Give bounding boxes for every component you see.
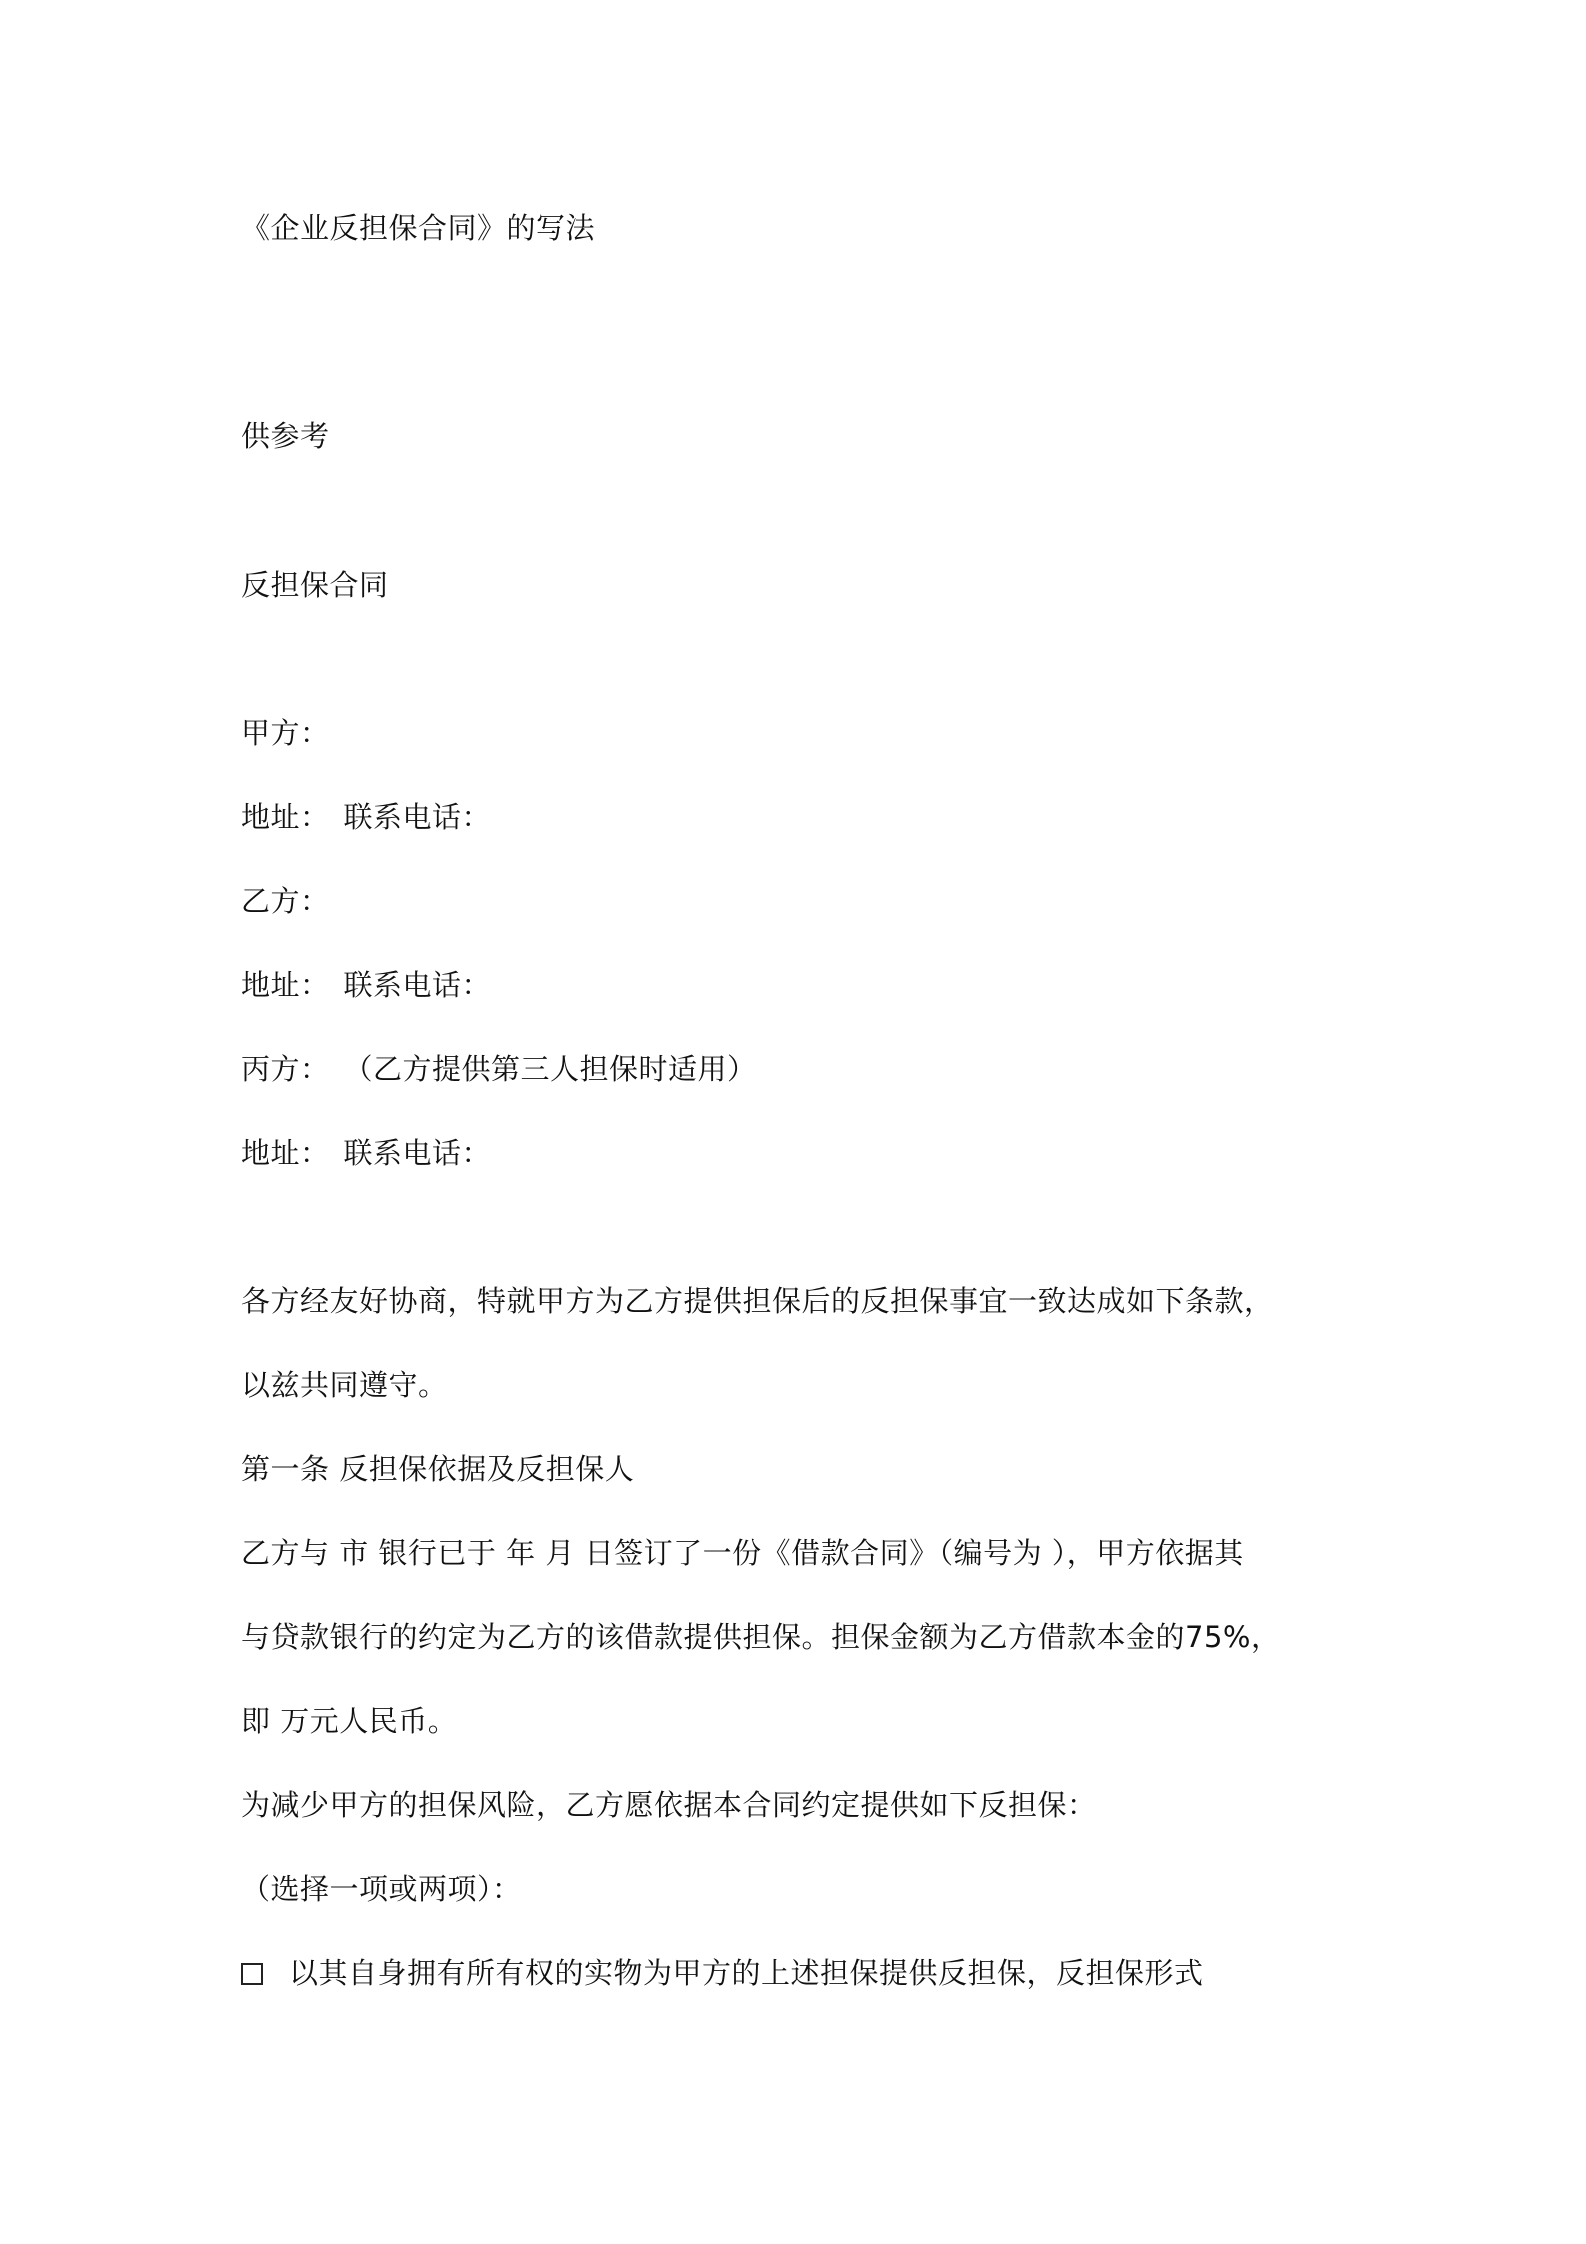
party-a-phone-label: 联系电话： [343,800,492,834]
reference-note: 供参考 [241,419,330,453]
article-1-line-1: 乙方与 市 银行已于 年 月 日签订了一份《借款合同》（编号为 ），甲方依据其 [241,1536,1244,1570]
option-1-text: 以其自身拥有所有权的实物为甲方的上述担保提供反担保，反担保形式 [289,1956,1204,1990]
party-b-line [241,881,330,921]
party-b-address-label: 地址： [241,968,330,1002]
party-c-note: （乙方提供第三人担保时适用） [343,1052,757,1086]
option-1-line [241,1953,1204,1993]
article-1-line-2: 与贷款银行的约定为乙方的该借款提供担保。担保金额为乙方借款本金的75%， [241,1620,1281,1654]
preamble-line-2: 以兹共同遵守。 [241,1368,448,1402]
party-c-phone-label: 联系电话： [343,1136,492,1170]
party-b-label: 乙方： [241,884,330,918]
party-b-phone-label: 联系电话： [343,968,492,1002]
party-c-contact-line [241,1133,491,1173]
party-a-line [241,713,330,753]
document-title: 《企业反担保合同》的写法 [241,211,596,245]
article-1-line-5: （选择一项或两项）： [241,1872,522,1906]
party-a-label: 甲方： [241,716,330,750]
article-1-line-4: 为减少甲方的担保风险，乙方愿依据本合同约定提供如下反担保： [241,1788,1097,1822]
party-c-address-label: 地址： [241,1136,330,1170]
party-a-contact-line [241,797,491,837]
article-1-heading: 第一条 反担保依据及反担保人 [241,1452,635,1486]
preamble-line-1: 各方经友好协商，特就甲方为乙方提供担保后的反担保事宜一致达成如下条款， [241,1284,1274,1318]
article-1-line-3: 即 万元人民币。 [241,1704,458,1738]
party-c-line [241,1049,757,1089]
party-c-label: 丙方： [241,1052,330,1086]
party-a-address-label: 地址： [241,800,330,834]
contract-title: 反担保合同 [241,568,389,602]
option-1-checkbox[interactable] [241,1963,263,1985]
party-b-contact-line [241,965,491,1005]
